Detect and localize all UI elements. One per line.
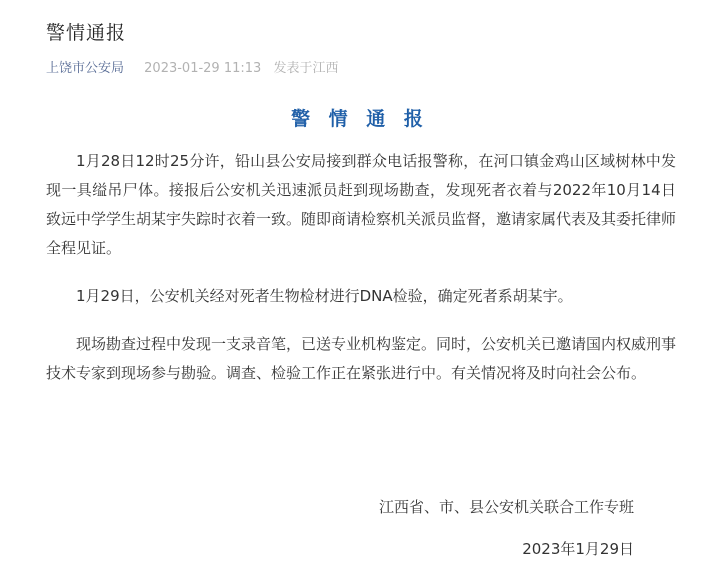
publish-time: 2023-01-29 11:13 [144, 61, 262, 76]
article-headline: 警 情 通 报 [291, 108, 429, 130]
publish-location: 发表于江西 [273, 61, 339, 76]
article-paragraph: 1月29日，公安机关经对死者生物检材进行DNA检验，确定死者系胡某宇。 [76, 287, 573, 305]
account-name-link[interactable]: 上饶市公安局 [46, 61, 125, 76]
article-paragraph: 1月28日12时25分许，铅山县公安局接到群众电话报警称，在河口镇金鸡山区域树林中发现一具缢吊尸体。接报后公安机关迅速派员赶到现场勘查，发现死者衣着与2022年10月14日致远中学学生胡某宇失踪时衣着一致。随即商请检察机关派员监督，邀请家属代表及其委托律师全程见证。 [46, 152, 677, 257]
signature-date: 2023年1月29日 [522, 540, 634, 558]
page-title: 警情通报 [46, 22, 127, 44]
article-body [46, 147, 676, 407]
article-meta [46, 57, 338, 76]
article-paragraph: 现场勘查过程中发现一支录音笔，已送专业机构鉴定。同时，公安机关已邀请国内权威刑事技术专家到现场参与勘验。调查、检验工作正在紧张进行中。有关情况将及时向社会公布。 [46, 335, 677, 382]
signature-organization: 江西省、市、县公安机关联合工作专班 [378, 498, 634, 516]
